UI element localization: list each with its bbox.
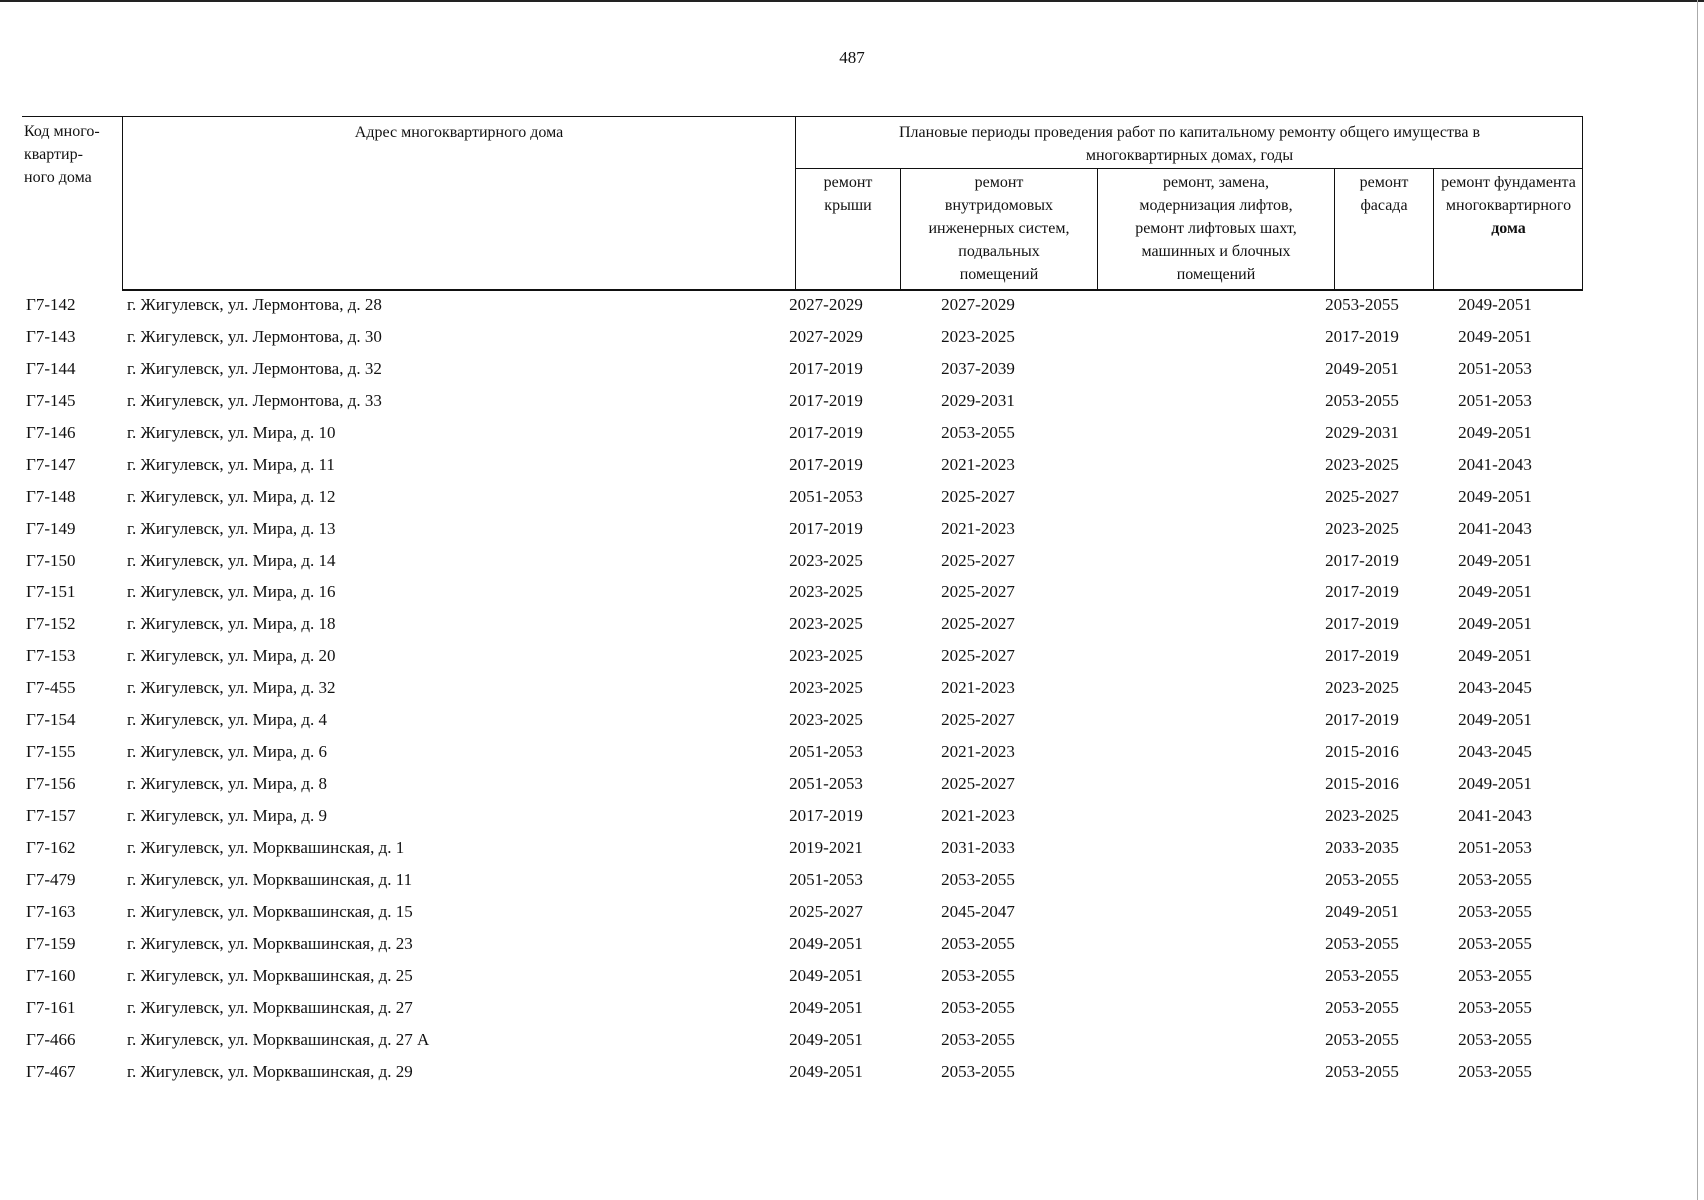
row-address: г. Жигулевск, ул. Мира, д. 10 — [127, 422, 336, 442]
row-engineering-period: 2027-2029 — [941, 295, 1015, 314]
row-address: г. Жигулевск, ул. Морквашинская, д. 11 — [127, 869, 413, 889]
table-row — [0, 771, 1704, 803]
row-foundation-period: 2053-2055 — [1458, 1029, 1532, 1049]
row-foundation-period: 2049-2051 — [1458, 422, 1532, 442]
row-code: Г7-148 — [26, 486, 76, 506]
row-roof-period: 2023-2025 — [789, 582, 863, 602]
header-divider — [122, 117, 123, 291]
row-foundation-period: 2041-2043 — [1458, 518, 1532, 538]
header-code-line: ного дома — [24, 169, 92, 186]
header-divider — [1334, 168, 1335, 291]
row-code: Г7-146 — [26, 422, 76, 442]
row-engineering-period: 2037-2039 — [941, 358, 1015, 378]
row-engineering-period: 2053-2055 — [941, 933, 1015, 953]
row-address: г. Жигулевск, ул. Лермонтова, д. 32 — [127, 358, 382, 378]
header-engineering-line: помещений — [959, 266, 1039, 283]
row-engineering-period: 2021-2023 — [941, 454, 1015, 474]
row-foundation-period: 2049-2051 — [1458, 486, 1532, 506]
header-foundation-line: дома — [1491, 220, 1526, 237]
header-plan-group — [796, 117, 1583, 167]
row-roof-period: 2025-2027 — [789, 901, 863, 921]
row-address: г. Жигулевск, ул. Мира, д. 14 — [127, 550, 336, 570]
row-roof-period: 2017-2019 — [789, 422, 863, 442]
row-code: Г7-142 — [26, 295, 76, 314]
header-engineering-line: внутридомовых — [944, 197, 1054, 214]
row-address: г. Жигулевск, ул. Мира, д. 18 — [127, 614, 336, 634]
header-code-line: квартир- — [24, 146, 83, 163]
row-facade-period: 2053-2055 — [1325, 997, 1399, 1017]
row-address: г. Жигулевск, ул. Мира, д. 11 — [127, 454, 335, 474]
table-row — [0, 484, 1704, 516]
row-code: Г7-156 — [26, 774, 76, 794]
table-body — [0, 292, 1704, 1090]
table-row — [0, 1059, 1704, 1091]
header-lifts-line: машинных и блочных — [1141, 243, 1291, 260]
row-engineering-period: 2023-2025 — [941, 326, 1015, 346]
row-foundation-period: 2053-2055 — [1458, 901, 1532, 921]
row-facade-period: 2017-2019 — [1325, 710, 1399, 730]
row-facade-period: 2053-2055 — [1325, 965, 1399, 985]
row-engineering-period: 2025-2027 — [941, 774, 1015, 794]
row-roof-period: 2019-2021 — [789, 837, 863, 857]
row-foundation-period: 2053-2055 — [1458, 933, 1532, 953]
row-facade-period: 2049-2051 — [1325, 901, 1399, 921]
row-facade-period: 2017-2019 — [1325, 550, 1399, 570]
row-address: г. Жигулевск, ул. Мира, д. 20 — [127, 646, 336, 666]
table-row — [0, 963, 1704, 995]
header-foundation — [1434, 169, 1583, 291]
header-roof-line: крыши — [824, 197, 872, 214]
row-facade-period: 2053-2055 — [1325, 295, 1399, 314]
header-bottom-rule — [122, 289, 1583, 291]
row-facade-period: 2015-2016 — [1325, 742, 1399, 762]
row-foundation-period: 2051-2053 — [1458, 358, 1532, 378]
row-address: г. Жигулевск, ул. Морквашинская, д. 23 — [127, 933, 413, 953]
row-foundation-period: 2049-2051 — [1458, 326, 1532, 346]
row-code: Г7-466 — [26, 1029, 76, 1049]
row-facade-period: 2017-2019 — [1325, 646, 1399, 666]
row-code: Г7-150 — [26, 550, 76, 570]
row-facade-period: 2053-2055 — [1325, 933, 1399, 953]
row-roof-period: 2049-2051 — [789, 1029, 863, 1049]
page-number: 487 — [839, 48, 865, 67]
table-row — [0, 675, 1704, 707]
row-roof-period: 2023-2025 — [789, 646, 863, 666]
row-roof-period: 2051-2053 — [789, 774, 863, 794]
row-engineering-period: 2021-2023 — [941, 742, 1015, 762]
row-engineering-period: 2029-2031 — [941, 390, 1015, 410]
row-address: г. Жигулевск, ул. Мира, д. 32 — [127, 678, 336, 698]
row-foundation-period: 2053-2055 — [1458, 965, 1532, 985]
header-plan-line: многоквартирных домах, годы — [1085, 147, 1294, 164]
row-code: Г7-154 — [26, 710, 76, 730]
table-row — [0, 324, 1704, 356]
row-roof-period: 2027-2029 — [789, 326, 863, 346]
header-divider — [1433, 168, 1434, 291]
table-row — [0, 548, 1704, 580]
row-engineering-period: 2025-2027 — [941, 582, 1015, 602]
row-engineering-period: 2053-2055 — [941, 422, 1015, 442]
row-facade-period: 2017-2019 — [1325, 326, 1399, 346]
table-row — [0, 867, 1704, 899]
row-foundation-period: 2049-2051 — [1458, 550, 1532, 570]
row-roof-period: 2051-2053 — [789, 869, 863, 889]
row-facade-period: 2015-2016 — [1325, 774, 1399, 794]
table-row — [0, 995, 1704, 1027]
row-engineering-period: 2053-2055 — [941, 965, 1015, 985]
table-row — [0, 931, 1704, 963]
row-foundation-period: 2053-2055 — [1458, 1061, 1532, 1081]
header-plan-line: Плановые периоды проведения работ по капитальному ремонту общего имущества в — [898, 124, 1481, 141]
table-row — [0, 643, 1704, 675]
header-divider — [1097, 168, 1098, 291]
row-engineering-period: 2053-2055 — [941, 869, 1015, 889]
table-row — [0, 803, 1704, 835]
row-roof-period: 2023-2025 — [789, 614, 863, 634]
row-address: г. Жигулевск, ул. Морквашинская, д. 27 А — [127, 1029, 430, 1049]
row-roof-period: 2023-2025 — [789, 710, 863, 730]
header-engineering-line: ремонт — [974, 174, 1024, 191]
row-foundation-period: 2043-2045 — [1458, 678, 1532, 698]
header-address: Адрес многоквартирного дома — [354, 124, 564, 141]
header-roof-line: ремонт — [823, 174, 873, 191]
row-facade-period: 2023-2025 — [1325, 454, 1399, 474]
row-roof-period: 2017-2019 — [789, 358, 863, 378]
row-engineering-period: 2025-2027 — [941, 646, 1015, 666]
row-roof-period: 2027-2029 — [789, 295, 863, 314]
header-engineering-line: подвальных — [958, 243, 1040, 260]
row-code: Г7-160 — [26, 965, 76, 985]
row-engineering-period: 2021-2023 — [941, 678, 1015, 698]
row-engineering-period: 2021-2023 — [941, 518, 1015, 538]
row-code: Г7-153 — [26, 646, 76, 666]
row-engineering-period: 2025-2027 — [941, 550, 1015, 570]
table-row — [0, 1027, 1704, 1059]
row-address: г. Жигулевск, ул. Морквашинская, д. 15 — [127, 901, 413, 921]
header-engineering-line: инженерных систем, — [928, 220, 1070, 237]
row-engineering-period: 2025-2027 — [941, 710, 1015, 730]
row-foundation-period: 2051-2053 — [1458, 390, 1532, 410]
table-row — [0, 516, 1704, 548]
row-facade-period: 2029-2031 — [1325, 422, 1399, 442]
row-address: г. Жигулевск, ул. Мира, д. 12 — [127, 486, 336, 506]
header-facade — [1335, 169, 1433, 291]
row-foundation-period: 2049-2051 — [1458, 614, 1532, 634]
row-code: Г7-144 — [26, 358, 76, 378]
header-engineering — [901, 169, 1097, 291]
header-code — [22, 117, 122, 291]
row-facade-period: 2023-2025 — [1325, 518, 1399, 538]
header-lifts — [1098, 169, 1334, 291]
row-address: г. Жигулевск, ул. Морквашинская, д. 27 — [127, 997, 413, 1017]
row-roof-period: 2017-2019 — [789, 454, 863, 474]
row-engineering-period: 2053-2055 — [941, 997, 1015, 1017]
row-address: г. Жигулевск, ул. Лермонтова, д. 33 — [127, 390, 382, 410]
row-code: Г7-147 — [26, 454, 76, 474]
row-engineering-period: 2025-2027 — [941, 614, 1015, 634]
table-row — [0, 707, 1704, 739]
row-foundation-period: 2041-2043 — [1458, 806, 1532, 825]
row-roof-period: 2017-2019 — [789, 518, 863, 538]
top-rule — [0, 0, 1704, 2]
table-row — [0, 452, 1704, 484]
row-foundation-period: 2041-2043 — [1458, 454, 1532, 474]
row-facade-period: 2017-2019 — [1325, 614, 1399, 634]
row-foundation-period: 2049-2051 — [1458, 646, 1532, 666]
row-roof-period: 2023-2025 — [789, 550, 863, 570]
row-code: Г7-455 — [26, 678, 76, 698]
header-lifts-line: модернизация лифтов, — [1139, 197, 1293, 214]
row-roof-period: 2017-2019 — [789, 390, 863, 410]
row-address: г. Жигулевск, ул. Мира, д. 8 — [127, 774, 328, 794]
row-engineering-period: 2053-2055 — [941, 1029, 1015, 1049]
row-foundation-period: 2049-2051 — [1458, 710, 1532, 730]
row-address: г. Жигулевск, ул. Лермонтова, д. 30 — [127, 326, 382, 346]
row-facade-period: 2033-2035 — [1325, 837, 1399, 857]
row-code: Г7-145 — [26, 390, 76, 410]
row-roof-period: 2017-2019 — [789, 806, 863, 825]
table-row — [0, 611, 1704, 643]
row-roof-period: 2049-2051 — [789, 997, 863, 1017]
header-divider — [795, 117, 796, 291]
header-foundation-line: ремонт фундамента — [1441, 174, 1576, 191]
row-address: г. Жигулевск, ул. Морквашинская, д. 25 — [127, 965, 413, 985]
table-row — [0, 899, 1704, 931]
row-foundation-period: 2053-2055 — [1458, 997, 1532, 1017]
row-code: Г7-479 — [26, 869, 76, 889]
header-divider — [900, 168, 901, 291]
table-row — [0, 835, 1704, 867]
row-engineering-period: 2021-2023 — [941, 806, 1015, 825]
row-foundation-period: 2049-2051 — [1458, 582, 1532, 602]
header-facade-line: ремонт — [1359, 174, 1409, 191]
header-divider — [795, 168, 1583, 169]
row-roof-period: 2049-2051 — [789, 965, 863, 985]
row-facade-period: 2053-2055 — [1325, 869, 1399, 889]
header-lifts-line: ремонт лифтовых шахт, — [1135, 220, 1297, 237]
row-engineering-period: 2053-2055 — [941, 1061, 1015, 1081]
row-code: Г7-159 — [26, 933, 76, 953]
row-facade-period: 2049-2051 — [1325, 358, 1399, 378]
row-roof-period: 2049-2051 — [789, 1061, 863, 1081]
header-facade-line: фасада — [1360, 197, 1408, 214]
row-engineering-period: 2045-2047 — [941, 901, 1015, 921]
row-foundation-period: 2053-2055 — [1458, 869, 1532, 889]
table-row — [0, 388, 1704, 420]
row-facade-period: 2023-2025 — [1325, 678, 1399, 698]
row-roof-period: 2051-2053 — [789, 486, 863, 506]
row-code: Г7-151 — [26, 582, 76, 602]
row-address: г. Жигулевск, ул. Мира, д. 16 — [127, 582, 336, 602]
row-foundation-period: 2043-2045 — [1458, 742, 1532, 762]
row-code: Г7-161 — [26, 997, 76, 1017]
row-facade-period: 2023-2025 — [1325, 806, 1399, 825]
row-address: г. Жигулевск, ул. Лермонтова, д. 28 — [127, 295, 382, 314]
row-foundation-period: 2051-2053 — [1458, 837, 1532, 857]
row-roof-period: 2049-2051 — [789, 933, 863, 953]
row-facade-period: 2025-2027 — [1325, 486, 1399, 506]
table-row — [0, 292, 1704, 324]
row-code: Г7-155 — [26, 742, 76, 762]
table-row — [0, 420, 1704, 452]
row-code: Г7-157 — [26, 806, 76, 825]
header-lifts-line: помещений — [1176, 266, 1256, 283]
row-facade-period: 2053-2055 — [1325, 1061, 1399, 1081]
row-facade-period: 2017-2019 — [1325, 582, 1399, 602]
row-address: г. Жигулевск, ул. Мира, д. 6 — [127, 742, 328, 762]
row-code: Г7-143 — [26, 326, 76, 346]
row-code: Г7-163 — [26, 901, 76, 921]
row-foundation-period: 2049-2051 — [1458, 774, 1532, 794]
row-code: Г7-467 — [26, 1061, 76, 1081]
table-header — [22, 116, 1583, 290]
table-row — [0, 356, 1704, 388]
header-foundation-line: многоквартирного — [1445, 197, 1572, 214]
header-code-line: Код много- — [24, 123, 100, 140]
row-address: г. Жигулевск, ул. Мира, д. 4 — [127, 710, 328, 730]
row-code: Г7-162 — [26, 837, 76, 857]
row-roof-period: 2023-2025 — [789, 678, 863, 698]
row-code: Г7-152 — [26, 614, 76, 634]
header-lifts-line: ремонт, замена, — [1163, 174, 1269, 191]
row-engineering-period: 2025-2027 — [941, 486, 1015, 506]
table-row — [0, 579, 1704, 611]
row-code: Г7-149 — [26, 518, 76, 538]
row-facade-period: 2053-2055 — [1325, 1029, 1399, 1049]
table-row — [0, 739, 1704, 771]
row-facade-period: 2053-2055 — [1325, 390, 1399, 410]
row-engineering-period: 2031-2033 — [941, 837, 1015, 857]
row-address: г. Жигулевск, ул. Мира, д. 13 — [127, 518, 336, 538]
row-address: г. Жигулевск, ул. Морквашинская, д. 29 — [127, 1061, 413, 1081]
row-roof-period: 2051-2053 — [789, 742, 863, 762]
row-address: г. Жигулевск, ул. Морквашинская, д. 1 — [127, 837, 405, 857]
header-roof — [796, 169, 900, 291]
row-foundation-period: 2049-2051 — [1458, 295, 1532, 314]
row-address: г. Жигулевск, ул. Мира, д. 9 — [127, 806, 328, 825]
